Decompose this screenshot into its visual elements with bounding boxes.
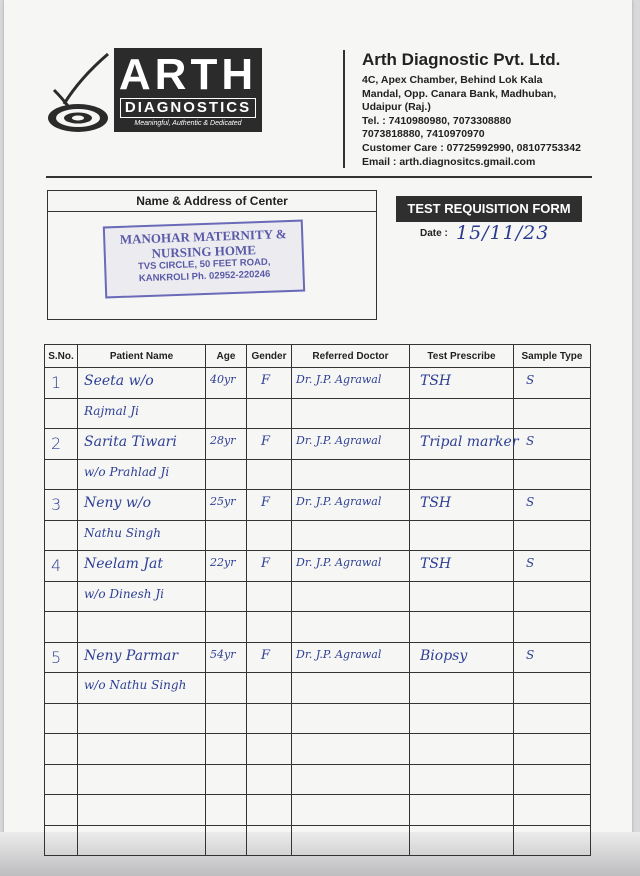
stamp-line: MANOHAR MATERNITY & [119, 226, 287, 247]
cell-sample [514, 551, 591, 582]
cell-doctor [292, 734, 410, 765]
cell-test [410, 764, 514, 795]
handwritten-age: 25yr [210, 495, 236, 508]
table-row [45, 368, 591, 399]
handwritten-doctor: Dr. J.P. Agrawal [296, 373, 382, 386]
handwritten-sample: S [526, 434, 535, 448]
table-row [45, 825, 591, 856]
cell-age [206, 764, 247, 795]
cell-name [78, 398, 206, 429]
handwritten-name: Neelam Jat [84, 556, 163, 572]
logo [114, 48, 262, 132]
table-row [45, 795, 591, 826]
handwritten-name: w/o Dinesh Ji [84, 586, 164, 601]
cell-name [78, 795, 206, 826]
cell-sample [514, 825, 591, 856]
cell-name [78, 764, 206, 795]
stamp-line: NURSING HOME [151, 242, 257, 261]
cell-test [410, 581, 514, 612]
cell-test [410, 368, 514, 399]
col-header-referred-doctor: Referred Doctor [292, 345, 410, 368]
customer-care-line: Customer Care : 07725992990, 08107753342 [362, 141, 581, 154]
cell-gender [247, 398, 292, 429]
cell-age [206, 398, 247, 429]
cell-doctor [292, 825, 410, 856]
cell-sno [45, 642, 78, 673]
cell-test [410, 673, 514, 704]
cell-sample [514, 520, 591, 551]
col-header-sample-type: Sample Type [514, 345, 591, 368]
table-row [45, 551, 591, 582]
cell-doctor [292, 673, 410, 704]
patient-table [44, 344, 591, 856]
cell-sample [514, 368, 591, 399]
cell-age [206, 551, 247, 582]
cell-gender [247, 795, 292, 826]
cell-sno [45, 703, 78, 734]
col-header-age: Age [206, 345, 247, 368]
table-row [45, 673, 591, 704]
cell-sample [514, 703, 591, 734]
cell-test [410, 642, 514, 673]
cell-name [78, 825, 206, 856]
table-row [45, 703, 591, 734]
cell-gender [247, 368, 292, 399]
table-row [45, 764, 591, 795]
handwritten-sample: S [526, 373, 535, 387]
cell-test [410, 429, 519, 460]
table-header-row [45, 345, 591, 368]
cell-doctor [292, 520, 410, 551]
table-row [45, 490, 591, 521]
stamp-line: TVS CIRCLE, 50 FEET ROAD, [137, 256, 271, 273]
cell-name [78, 581, 206, 612]
handwritten-test: TSH [420, 373, 452, 389]
cell-doctor [292, 368, 410, 399]
cell-age [206, 703, 247, 734]
address-line: 4C, Apex Chamber, Behind Lok Kala [362, 74, 543, 86]
handwritten-test: TSH [420, 495, 452, 511]
cell-sno [45, 551, 78, 582]
header-divider [343, 50, 345, 168]
cell-sample [514, 490, 591, 521]
cell-sample [514, 429, 591, 460]
cell-doctor [292, 429, 410, 460]
cell-doctor [292, 642, 410, 673]
cell-doctor [292, 551, 410, 582]
handwritten-sno: 2 [51, 434, 62, 453]
cell-sno [45, 368, 78, 399]
handwritten-name: Neny w/o [84, 495, 152, 511]
cell-age [206, 490, 247, 521]
cell-age [206, 673, 247, 704]
cell-name [78, 673, 206, 704]
handwritten-test: Tripal marker [420, 434, 519, 450]
cell-age [206, 520, 247, 551]
handwritten-name: w/o Nathu Singh [84, 678, 187, 692]
cell-gender [247, 490, 292, 521]
cell-gender [247, 703, 292, 734]
cell-sno [45, 520, 78, 551]
handwritten-sample: S [526, 556, 535, 570]
cell-sno [45, 795, 78, 826]
cell-gender [247, 581, 292, 612]
cell-doctor [292, 581, 410, 612]
handwritten-sno: 4 [51, 556, 62, 575]
company-info [362, 50, 612, 169]
cell-sno [45, 734, 78, 765]
cell-sno [45, 673, 78, 704]
cell-sample [514, 642, 591, 673]
cell-test [410, 703, 514, 734]
cell-name [78, 734, 206, 765]
cell-sno [45, 764, 78, 795]
handwritten-test: TSH [420, 556, 452, 572]
logo-sub: DIAGNOSTICS [120, 98, 256, 118]
table-row [45, 581, 591, 612]
cell-name [78, 642, 206, 673]
cell-gender [247, 429, 292, 460]
cell-test [410, 612, 514, 643]
table-row [45, 734, 591, 765]
handwritten-sno: 3 [51, 495, 62, 514]
stamp-line: KANKROLI Ph. 02952-220246 [138, 268, 271, 285]
logo-tagline: Meaningful, Authentic & Dedicated [134, 120, 242, 127]
handwritten-gender: F [261, 434, 271, 449]
cell-name [78, 490, 206, 521]
phone-line: Tel. : 7410980980, 7073308880 [362, 114, 512, 127]
cell-sno [45, 825, 78, 856]
handwritten-gender: F [261, 373, 271, 388]
cell-gender [247, 459, 292, 490]
cell-age [206, 612, 247, 643]
cell-gender [247, 764, 292, 795]
cell-doctor [292, 764, 410, 795]
handwritten-name: Neny Parmar [84, 647, 179, 664]
cell-gender [247, 551, 292, 582]
cell-sample [514, 398, 591, 429]
handwritten-name: Seeta w/o [84, 373, 154, 389]
cell-age [206, 734, 247, 765]
cell-sno [45, 581, 78, 612]
col-header-sno: S.No. [45, 345, 78, 368]
cell-sample [514, 795, 591, 826]
cell-test [410, 795, 514, 826]
phone-line: 7073818880, 7410970970 [362, 128, 485, 141]
cell-test [410, 520, 514, 551]
handwritten-age: 54yr [210, 647, 236, 661]
date-value: 15/11/23 [456, 222, 550, 244]
cell-test [410, 825, 514, 856]
table-row [45, 429, 591, 460]
center-heading: Name & Address of Center [48, 191, 376, 212]
cell-test [410, 734, 514, 765]
center-address-box [47, 190, 377, 320]
cell-gender [247, 612, 292, 643]
cell-gender [247, 825, 292, 856]
cell-age [206, 368, 247, 399]
center-stamp [103, 220, 305, 299]
cell-doctor [292, 459, 410, 490]
cell-doctor [292, 795, 410, 826]
table-row [45, 520, 591, 551]
cell-doctor [292, 490, 410, 521]
handwritten-sno: 1 [51, 373, 62, 392]
handwritten-gender: F [261, 556, 271, 571]
cell-test [410, 459, 514, 490]
cell-age [206, 459, 247, 490]
handwritten-doctor: Dr. J.P. Agrawal [296, 495, 382, 508]
cell-test [410, 551, 514, 582]
cell-gender [247, 642, 292, 673]
handwritten-name: Nathu Singh [84, 525, 161, 540]
handwritten-sample: S [526, 647, 535, 662]
cell-name [78, 459, 206, 490]
handwritten-name: Rajmal Ji [84, 403, 140, 418]
col-header-gender: Gender [247, 345, 292, 368]
address-line: Udaipur (Raj.) [362, 101, 431, 114]
header-rule [46, 176, 592, 178]
cell-age [206, 429, 247, 460]
cell-test [410, 398, 514, 429]
cell-sample [514, 673, 591, 704]
cell-sample [514, 612, 591, 643]
cell-name [78, 368, 206, 399]
handwritten-name: Sarita Tiwari [84, 434, 177, 450]
cell-doctor [292, 703, 410, 734]
cell-name [78, 703, 206, 734]
cell-age [206, 642, 247, 673]
cell-age [206, 795, 247, 826]
address-line: Mandal, Opp. Canara Bank, Madhuban, [362, 87, 557, 100]
cell-age [206, 581, 247, 612]
handwritten-test: Biopsy [420, 647, 468, 664]
table-row [45, 398, 591, 429]
cell-name [78, 551, 206, 582]
handwritten-name: w/o Prahlad Ji [84, 464, 170, 479]
cell-name [78, 429, 206, 460]
cell-gender [247, 520, 292, 551]
cell-doctor [292, 612, 410, 643]
logo-target-icon [44, 48, 112, 138]
cell-sno [45, 429, 78, 460]
cell-gender [247, 673, 292, 704]
col-header-test-prescribe: Test Prescribe [410, 345, 514, 368]
handwritten-doctor: Dr. J.P. Agrawal [296, 434, 382, 447]
handwritten-sno: 5 [51, 647, 62, 667]
table-row [45, 612, 591, 643]
handwritten-doctor: Dr. J.P. Agrawal [296, 556, 382, 569]
cell-test [410, 490, 514, 521]
form-title: TEST REQUISITION FORM [396, 196, 582, 222]
cell-sno [45, 398, 78, 429]
cell-name [78, 520, 206, 551]
cell-sample [514, 459, 591, 490]
cell-gender [247, 734, 292, 765]
handwritten-doctor: Dr. J.P. Agrawal [296, 647, 382, 661]
cell-name [78, 612, 206, 643]
logo-word: ARTH [118, 50, 258, 99]
handwritten-gender: F [261, 647, 271, 663]
cell-sample [514, 734, 591, 765]
col-header-patient-name: Patient Name [78, 345, 206, 368]
cell-sample [514, 581, 591, 612]
handwritten-sample: S [526, 495, 535, 509]
cell-sample [514, 764, 591, 795]
email-line: Email : arth.diagnositcs.gmail.com [362, 155, 536, 168]
handwritten-gender: F [261, 495, 271, 510]
handwritten-age: 22yr [210, 556, 236, 569]
table-row [45, 459, 591, 490]
company-name: Arth Diagnostic Pvt. Ltd. [362, 50, 561, 69]
cell-doctor [292, 398, 410, 429]
date-label: Date : [420, 228, 448, 239]
table-row [45, 642, 591, 673]
cell-sno [45, 612, 78, 643]
cell-sno [45, 490, 78, 521]
handwritten-age: 28yr [210, 434, 236, 447]
cell-sno [45, 459, 78, 490]
handwritten-age: 40yr [210, 373, 236, 386]
cell-age [206, 825, 247, 856]
